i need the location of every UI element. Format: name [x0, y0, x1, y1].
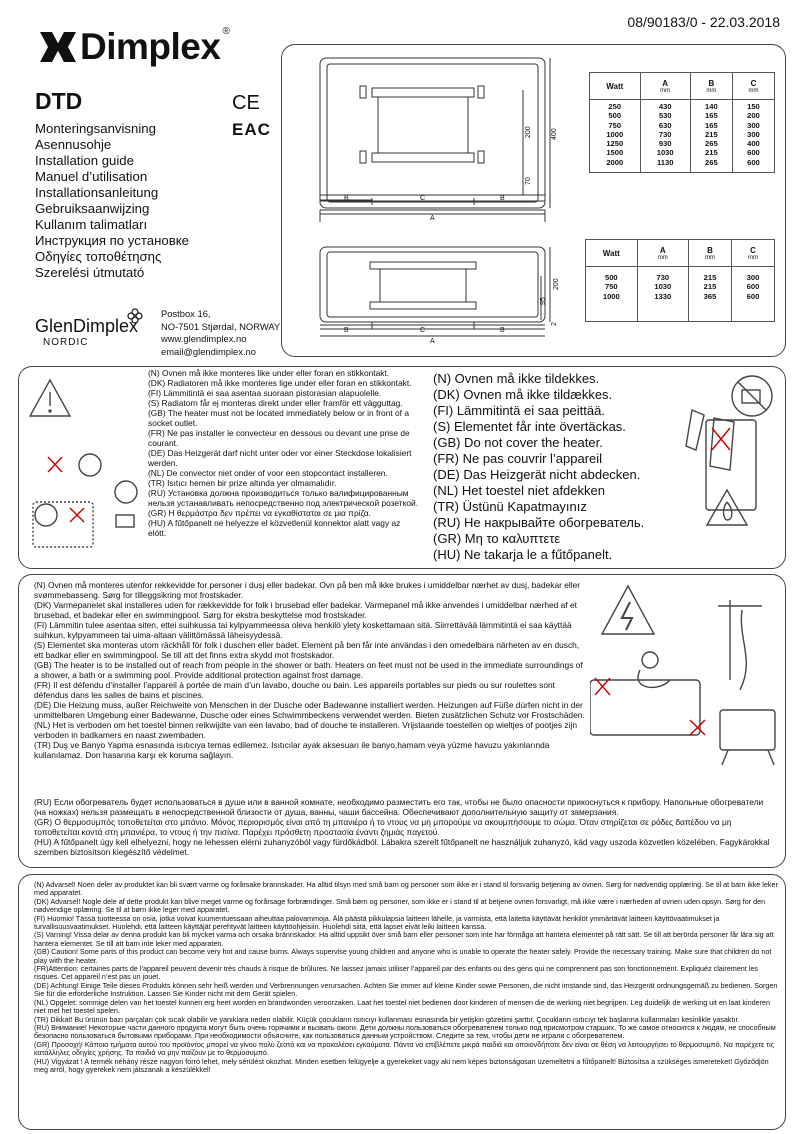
- dim-label-2: 2: [551, 322, 558, 326]
- address-line: NO-7501 Stjørdal, NORWAY: [161, 320, 281, 332]
- bathtub-icon: [590, 680, 700, 735]
- bathroom-illustration: [590, 580, 780, 780]
- do-not-cover-illustration: [684, 370, 782, 566]
- caution-text: (N) Advarsel! Noen deler av produktet kan bli svært varme og forårsake brannskader. Ha alltid tilsyn med små barn og personer som ikke er i stand til forsvarlig betjening av ovnen. Sørg for nødvendig opplæring. Se til at barn ikke leker med apparatet. (DK) Advarsel! Nogle dele af dette produkt kan blive meget varme og forårsage forbrændinger. Små børn og personer, som ikke er i stand til at betjene ovnen forsvarligt, må ikke være i nærheden af ovnen uden opsyn. Sørg for den nødvendige oplæring. Se til at børn ikke leger med apparatet. (FI) Huomio! Tässä tuotteessa on osia, jotka voivat kuumentuessaan aiheuttaa palovammoja. Älä päästä pikkulapsia laitteen lähelle, ja varmista, että laitetta käyttävät henkilöt ymmärtävät laitteen käyttövaatimukset ja turvallisuusvaatimukset. Huolehdi, että laitteen käyttäjät perehtyvät laitteen käyttöohjeisiin. Huolehdi siitä, että lapset eivät leiki laitteen kanssa. (S) Varning! Vissa delar av denna produkt kan bli mycket varma och orsaka brännskador. Ha alltid uppsikt över små barn eller personer som inte har förmåga att hantera elementet på rätt sätt. Se till att berörda personer får lära sig att hantera elementet. Se till att barn inte leker med apparaten. (GB) Caution! Some parts of this product can become very hot and cause burns. Always supervise young children and anyone who is unable to operate the heater safely. Provide the necessary training. Make sure that children do not play with the heater. (FR)Attention: certaines parts de l’appareil peuvent devenir très chauds à risque de brûlures. Ne laissez jamais utiliser l’appareil par des enfants ou des gens qui ne comprennent pas son fonctionnement. Expliquéz clairement les risques. Cet appareil n’est pas un jouet. (DE) Achtung! Einige Teile dieses Produkts können sehr heiß werden und Verbrennungen verursachen. Achten Sie immer auf kleine Kinder sowie Personen, die nicht imstande sind, das Heizgerät ordnungsgemäß zu bedienen. Sorgen Sie für die erforderliche Instruktion. Lassen Sie Kinder nicht mit dem Gerät spielen. (NL) Opgelet: sommige delen van het toestel kunnen erg heet worden en brandwonden veroorzaken. Laat het toestel niet bedienen door kinderen of mensen die de werking niet begrijpen. Leg duidelijk de werking uit en laat kinderen niet met het toestel spelen. (TR) Dikkat! Bu ürünün bazı parçaları çok sıcak olabilir ve yanıklara neden olabilir. Küçük çocukların ısıtıcıyı kullanması esnasında bir yetişkin gözetimi şarttır. Çocukların ısıtıcıyı tek başlarına kullanmaları kesinlikle yasaktır. (RU) Внимание! Некоторые части данного продукта могут быть очень горячими и вызвать ожоги. Дети должны пользоваться обогревателем только под присмотром старших. То же самое относится к людям, не способным безопасно пользоваться бытовыми приборами. При необходимости объясните, как пользоваться данным устройством. Следите за тем, чтобы дети не играли с обогревателем. (GR) Προσοχή! Κάποια τμήματα αυτού του προϊόντος μπορεί να γίνου πολύ ζεστό και να προκαλέσει εγκαύματα. Πάντα να επιβλέπετε μικρά παιδιά και οποιονδήποτε δεν είναι σε θέση να λειτουργήσει το θερμοσυμπό. Να παρέχετε τις κατάλληλες οδηγίες χρήσης. Τα παιδιά να μην παίζουν με το θερμοσυμπό. (HU) Vigyázat ! A termék néhány része nagyon forró lehet, mely sérülést okozhat. Minden esetben felügyelje a gyerekeket vagy aki nem képes biztonságosan üzemeltetni a fűtőpanelt! Biztosítsa a szükséges ismereteket! Győződjön meg arról, hogy gyerekek nem játszanak a készülékkel!: [34, 880, 778, 1074]
- socket-warning-illustration: [28, 372, 143, 562]
- table-header: Watt: [586, 240, 638, 267]
- title-line: Asennusohje: [35, 137, 112, 152]
- company-name: GlenDimplex: [35, 316, 139, 336]
- dim-label-a: A: [430, 215, 435, 222]
- bracket-hole: [360, 151, 366, 163]
- dim-label-c: C: [420, 327, 426, 334]
- table-cell: 250 500 750 1000 1250 1500 2000: [590, 100, 641, 173]
- dim-label-b: B: [500, 327, 505, 334]
- sad-face-icon: [35, 504, 57, 526]
- wall-bracket-bottom: [372, 153, 474, 162]
- heater-low-outline: [320, 247, 545, 322]
- table-header: C mm: [732, 73, 774, 100]
- table-header: B mm: [690, 73, 732, 100]
- title-line: Οδηγίες τοποθέτησης: [35, 249, 162, 264]
- table-cell: 430 530 630 730 930 1030 1130: [640, 100, 690, 173]
- eac-mark: EAC: [232, 120, 271, 139]
- title-line: Installation guide: [35, 153, 134, 168]
- title-line: Инструкция по установке: [35, 233, 189, 248]
- table-header: C mm: [731, 240, 774, 267]
- person-icon: [642, 652, 658, 668]
- address-line: Postbox 16,: [161, 308, 211, 319]
- ce-mark: CE: [232, 92, 260, 114]
- do-not-cover-text: (N) Ovnen må ikke tildekkes. (DK) Ovnen må ikke tildækkes. (FI) Lämmitintä ei saa peittää. (S) Elementet får inte övertäckas. (GB) Do not cover the heater. (FR) Ne pas couvrir l’appareil (DE) Das Heizgerät nicht abdecken. (NL) Het toestel niet afdekken (TR) Üstünü Kapatmayınız (RU) Не накрывайте обогреватель. (GR) Μη το καλυπτετε (HU) Ne takarja le a fűtőpanelt.: [433, 371, 645, 562]
- dim-label-b: B: [500, 195, 505, 202]
- dimplex-logo: [38, 26, 229, 68]
- title-line: Kullanım talimatları: [35, 217, 148, 232]
- website-link[interactable]: www.glendimplex.no: [161, 333, 247, 345]
- bathroom-warning-text: (N) Ovnen må monteres utenfor rekkevidde for personer i dusj eller badekar. Ovn på ben må ikke brukes i umiddelbar nærhet av dusj, badekar eller svømmebasseng. Sørg for tilleggsikring mot frostskader. (DK) Varmepanelet skal installeres uden for rækkevidde for folk i brusebad eller badekar. Varmepanel må ikke anvendes i umiddelbar nærhed af et brusebad, et badekar eller en swimmingpool. Sørg for ekstra beskyttelse mod frostskader. (FI) Lämmitin tulee asentaa siten, ettei suihkussa tai kylpyammeessa oleva henkilö ylety koskettamaan sitä. Siirrettävää lämmitintä ei saa käyttää suihkun, kylpyammeen tai uima-altaan välittömässä läheisyydessä. (S) Elementet ska monteras utom räckhåll för folk i duschen eller badet. Element på ben får inte användas i den omedelbara närheten av en dusch, ett badkar eller en swimmingpool. Se till att det finns extra skydd mot frostskador. (GB) The heater is to be installed out of reach from people in the shower or bath. Heaters on feet must not be used in the immediate surroundings of a shower, a bath or a swimming pool. Provide additional protection against frost damage. (FR) Il est défendu d’installer l’appareil à portée de main d’un lavabo, douche ou bain. Les appareils portables sur pieds ou sur roulettes sont défendus dans les salles de bains et piscines. (DE) Die Heizung muss, außer Reichweite von Menschen in der Dusche oder Badewanne installiert werden. Heizungen auf Füße dürfen nicht in der unmittelbaren Umgebung einer Badewanne, Dusche oder eines Schwimmbeckens verwendet werden. Bieten zusätzlichen Schutz vor Frostschäden. (NL) Het is verboden om het toestel binnen reikwijdte van een lavabo, bad of douche te installeren. Vrijstaande toestellen op wieltjes of pootjes zijn verboden in badkamers en naast zwembaden. (TR) Duş ve Banyo Yapma esnasında ısıtıcıya temas edilemez. Isıtıcılar ayak aksesuarı ile banyo,hamam veya yüzme havuzu yakınlarında kullanılamaz. Don hasarına karşı ek koruma sağlayın.: [34, 580, 585, 760]
- company-sub: NORDIC: [43, 337, 89, 348]
- table-cell: 140 165 165 215 265 215 265: [690, 100, 732, 173]
- table-cell: 150 200 300 300 400 600 600: [732, 100, 774, 173]
- table-cell: 215 215 365: [689, 267, 732, 322]
- dimension-table-low: [585, 239, 775, 322]
- dim-label-200: 200: [525, 126, 532, 138]
- table-cell: 730 1030 1330: [637, 267, 688, 322]
- bracket-hole: [478, 151, 484, 163]
- low-bracket-bottom: [370, 302, 476, 309]
- dimplex-logo-icon: [38, 30, 78, 64]
- sad-face-icon: [79, 454, 101, 476]
- dim-label-c: C: [420, 195, 426, 202]
- model-name: DTD: [35, 88, 83, 114]
- low-bracket-top: [370, 262, 476, 269]
- company-address: [161, 308, 280, 358]
- heater-front-outline: [320, 58, 545, 208]
- dim-label-95: 95: [540, 297, 547, 305]
- portable-heater-icon: [720, 710, 775, 750]
- table-cell: 500 750 1000: [586, 267, 638, 322]
- title-line: Manuel d’utilisation: [35, 169, 148, 184]
- happy-face-icon: [115, 481, 137, 503]
- dim-label-b: B: [344, 327, 349, 334]
- table-cell: 300 600 600: [731, 267, 774, 322]
- title-line: Gebruiksaanwijzing: [35, 201, 150, 216]
- bracket-hole: [360, 86, 366, 98]
- dim-label-b: B: [344, 195, 349, 202]
- registered-mark: ®: [222, 26, 230, 37]
- manual-titles: [35, 121, 189, 281]
- glendimplex-logo: [35, 316, 138, 348]
- brand-name: Dimplex: [80, 26, 221, 67]
- title-line: Installationsanleitung: [35, 185, 159, 200]
- title-line: Szerelési útmutató: [35, 265, 145, 280]
- table-header: A mm: [640, 73, 690, 100]
- table-header: A mm: [637, 240, 688, 267]
- socket-icon: [116, 515, 134, 527]
- table-header: B mm: [689, 240, 732, 267]
- heater-inner-outline: [327, 64, 538, 202]
- title-line: Monteringsanvisning: [35, 121, 156, 136]
- dimension-diagrams: [290, 50, 575, 350]
- wall-bracket-top: [372, 88, 474, 97]
- dim-label-70: 70: [525, 177, 532, 185]
- socket-warning-text: (N) Ovnen må ikke monteres like under eller foran en stikkontakt. (DK) Radiatoren må ikke monteres lige under eller foran en stikkontakt. (FI) Lämmitintä ei saa asentaa suoraan pistorasian alapuolelle. (S) Radiatorn får ej monteras direkt under eller framför ett vägguttag. (GB) The heater must not be located immediately below or in front of a socket outlet. (FR) Ne pas installer le convecteur en dessous ou devant une prise de courant. (DE) Das Heizgerät darf nicht unter oder vor einer Steckdose lokalisiert werden. (NL) De convector niet onder of voor een stopcontact installeren. (TR) Isıtıcı hemen bir prize altında yer olmamalıdır. (RU) Установка должна производиться только валифицированным нельзя устанавливать непосредственно под электрической розеткой. (GR) Η θερμάστρα δεν πρέπει να εγκαθίσταται σε μια πρίζα. (HU) A fűtőpanelt ne helyezze el közvetlenül konnektor alatt vagy az elótt.: [148, 368, 419, 538]
- document-number: 08/90183/0 - 22.03.2018: [627, 14, 780, 30]
- flower-icon: [127, 308, 143, 324]
- dim-label-a: A: [430, 338, 435, 345]
- table-header: Watt: [590, 73, 641, 100]
- email-link[interactable]: email@glendimplex.no: [161, 345, 256, 357]
- dim-label-400: 400: [551, 128, 558, 140]
- bathroom-warning-text-wide: (RU) Если обогреватель будет использоваться в душе или в ванной комнате, необходимо разместить его так, чтобы не было опасности прикоснуться к прибору. Напольные обогреватели (на ножках) нельзя размещать в непосредственной близости от душа, ванны, чаши бассейна. Обеспечивают дополнительную защиту от замерзания. (GR) Ο θερμοσυμπός τοποθετείται στο μπάνιο. Μόνος περιορισμός είναι από τη μπανιέρα ή το ντους να μη μπορούμε να ακουμπήσουμε το σώμα. Όταν στηρίζεται σε ρόδες δαπέδου να μη τοποθετείται κοντά στη μπανιέρα, το ντους ή την πισίνα. Παρέχει πρόσθετη προστασία έναντι ζημιάς παγετού. (HU) A fűtőpanelt úgy kell elhelyezni, hogy ne lehessen elérni zuhanyzóból vagy fürdőkádból. Lábakra szerelt fűtőpanelt ne használjuk zuhanyzó, kád vagy uszoda közvetlen közelében. Fagykárokkal szemben biztosítson kiegészítő védelmet.: [34, 797, 770, 857]
- bracket-hole: [478, 86, 484, 98]
- dimension-table-standard: [589, 72, 775, 173]
- dim-label-200: 200: [553, 278, 560, 290]
